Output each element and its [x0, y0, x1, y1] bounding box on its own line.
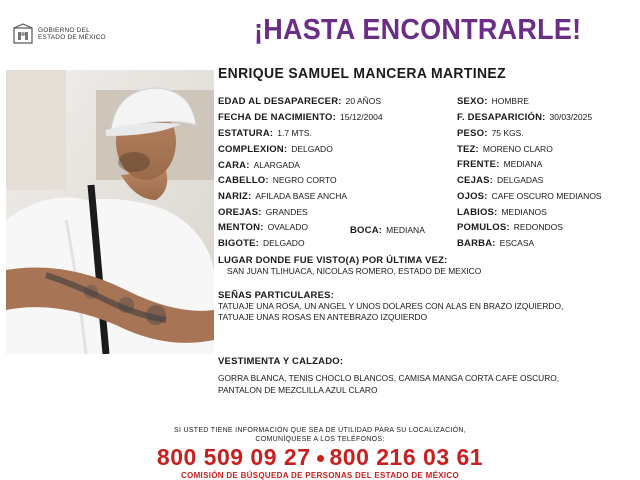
field-value: CAFE OSCURO MEDIANOS: [491, 191, 602, 201]
field-complexion: [218, 143, 333, 156]
field-cejas: [457, 174, 543, 187]
comision-text: COMISIÓN DE BÚSQUEDA DE PERSONAS DEL ESTADO DE MÉXICO: [180, 471, 459, 480]
field-value: DELGADO: [262, 238, 305, 248]
field-value: HOMBRE: [491, 96, 529, 106]
field-value: REDONDOS: [513, 222, 563, 232]
field-value: ALARGADA: [253, 160, 300, 170]
field-label: FRENTE:: [457, 159, 500, 170]
vestimenta-label: VESTIMENTA Y CALZADO:: [218, 356, 344, 367]
field-boca: [350, 224, 425, 237]
field-frente: [457, 158, 542, 171]
field-nariz: [218, 190, 347, 203]
field-label: COMPLEXION:: [218, 144, 288, 155]
field-cara: [218, 159, 300, 172]
field-value: AFILADA BASE ANCHA: [255, 191, 348, 201]
field-fecha-nacimiento: [218, 111, 383, 124]
field-barba: [457, 237, 534, 250]
headline: ¡HASTA ENCONTRARLE!: [254, 14, 582, 46]
field-label: BARBA:: [457, 238, 496, 249]
field-fecha-desaparicion: [457, 111, 592, 124]
field-label: CARA:: [218, 160, 250, 171]
field-value: NEGRO CORTO: [272, 175, 337, 185]
field-label: NARIZ:: [218, 191, 252, 202]
person-photo: [6, 70, 214, 354]
phone-1[interactable]: 800 509 09 27: [156, 444, 311, 470]
field-label: EDAD AL DESAPARECER:: [218, 96, 342, 107]
field-edad: [218, 95, 381, 108]
field-orejas: [218, 206, 308, 219]
phone-numbers: [0, 444, 640, 471]
lugar-label: LUGAR DONDE FUE VISTO(A) POR ÚLTIMA VEZ:: [218, 255, 448, 266]
field-value: MORENO CLARO: [482, 144, 553, 154]
field-menton: [218, 221, 308, 234]
logo-line-2: ESTADO DE MÉXICO: [38, 34, 106, 41]
field-value: 75 KGS.: [491, 128, 524, 138]
field-value: 1.7 MTS.: [277, 128, 312, 138]
field-value: ESCASA: [499, 238, 535, 248]
field-label: BIGOTE:: [218, 238, 259, 249]
field-pomulos: [457, 221, 563, 234]
person-name: ENRIQUE SAMUEL MANCERA MARTINEZ: [218, 66, 506, 82]
field-label: CABELLO:: [218, 175, 269, 186]
field-label: PESO:: [457, 128, 488, 139]
field-value: DELGADO: [291, 144, 333, 154]
field-value: MEDIANA: [386, 225, 425, 235]
field-label: FECHA DE NACIMIENTO:: [218, 112, 336, 123]
government-logo: [12, 22, 112, 46]
crest-icon: [12, 23, 34, 45]
vestimenta-line-1: GORRA BLANCA, TENIS CHOCLO BLANCOS, CAMISA MANGA CORTA CAFE OSCURO,: [218, 373, 560, 383]
field-cabello: [218, 174, 337, 187]
senas-line-1: TATUAJE UNA ROSA, UN ANGEL Y UNOS DOLARES CON ALAS EN BRAZO IZQUIERDO,: [218, 301, 564, 311]
field-value: MEDIANA: [503, 159, 543, 169]
field-value: DELGADAS: [497, 175, 544, 185]
senas-label: SEÑAS PARTICULARES:: [218, 290, 335, 301]
field-label: POMULOS:: [457, 222, 510, 233]
field-label: MENTON:: [218, 222, 264, 233]
field-label: F. DESAPARICIÓN:: [457, 112, 546, 123]
logo-line-1: GOBIERNO DEL: [38, 26, 90, 34]
field-value: 20 AÑOS: [345, 96, 382, 106]
field-label: LABIOS:: [457, 207, 498, 218]
field-peso: [457, 127, 524, 140]
field-label: TEZ:: [457, 144, 479, 155]
field-estatura: [218, 127, 312, 140]
field-ojos: [457, 190, 602, 203]
phone-2[interactable]: 800 216 03 61: [329, 444, 484, 470]
lugar-value: SAN JUAN TLIHUACA, NICOLAS ROMERO, ESTADO DE MEXICO: [227, 266, 482, 276]
field-label: CEJAS:: [457, 175, 494, 186]
field-label: ESTATURA:: [218, 128, 274, 139]
field-value: OVALADO: [267, 222, 309, 232]
field-bigote: [218, 237, 305, 250]
field-labios: [457, 206, 547, 219]
info-line-1: SI USTED TIENE INFORMACIÓN QUE SEA DE UTILIDAD PARA SU LOCALIZACIÓN,: [173, 427, 467, 434]
field-label: OJOS:: [457, 191, 488, 202]
field-sexo: [457, 95, 529, 108]
field-label: BOCA:: [350, 225, 383, 236]
info-line-2: COMUNÍQUESE A LOS TELÉFONOS:: [255, 436, 385, 443]
field-value: MEDIANOS: [501, 207, 547, 217]
senas-line-2: TATUAJE UNAS ROSAS EN ANTEBRAZO IZQUIERDO: [218, 312, 428, 322]
field-label: OREJAS:: [218, 207, 262, 218]
separator-dot-icon: [317, 455, 324, 462]
portrait-image: [6, 70, 214, 354]
field-value: 15/12/2004: [340, 112, 383, 122]
vestimenta-line-2: PANTALON DE MEZCLILLA AZUL CLARO: [218, 385, 378, 395]
field-label: SEXO:: [457, 96, 488, 107]
field-tez: [457, 143, 553, 156]
field-value: GRANDES: [265, 207, 308, 217]
field-value: 30/03/2025: [549, 112, 593, 122]
logo-text: [38, 27, 106, 42]
